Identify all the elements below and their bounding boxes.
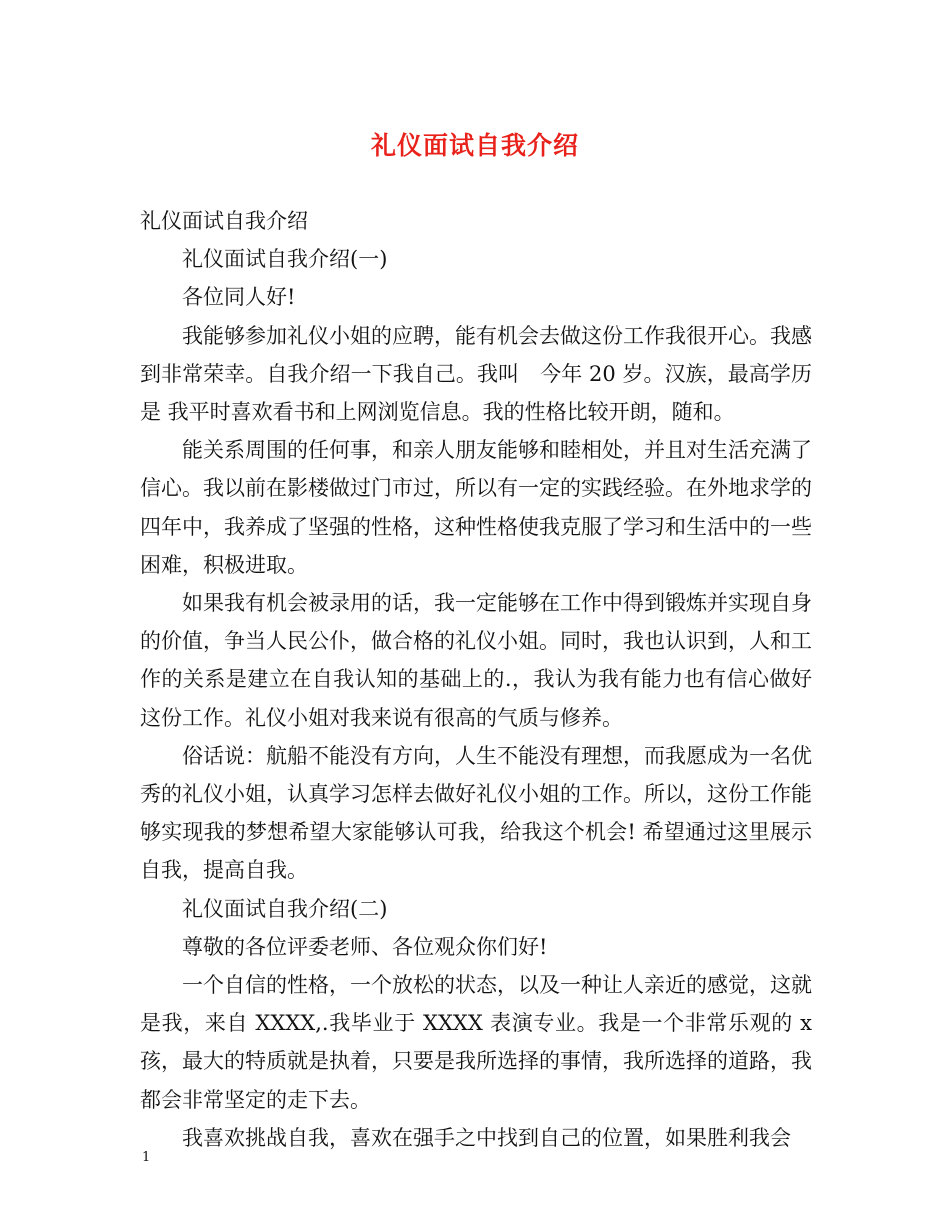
greeting: 各位同人好! xyxy=(182,285,296,310)
greeting: 尊敬的各位评委老师、各位观众你们好! xyxy=(182,934,548,959)
paragraph: 能关系周围的任何事，和亲人朋友能够和睦相处，并且对生活充满了信心。我以前在影楼做过门市过，所以有一定的实践经验。在外地求学的四年中，我养成了坚强的性格，这种性格使我克服了学习和生活中的一些困难，积极进取。 xyxy=(140,438,812,577)
document-body xyxy=(140,202,812,1157)
paragraph: 如果我有机会被录用的话，我一定能够在工作中得到锻炼并实现自身的价值，争当人民公仆，做合格的礼仪小姐。同时，我也认识到，人和工作的关系是建立在自我认知的基础上的.，我认为我有能力也有信心做好这份工作。礼仪小姐对我来说有很高的气质与修养。 xyxy=(140,591,812,730)
page-number: 1 xyxy=(142,1150,151,1165)
document-title: 礼仪面试自我介绍 xyxy=(370,131,579,160)
section-heading: 礼仪面试自我介绍(一) xyxy=(182,247,388,272)
section-heading: 礼仪面试自我介绍(二) xyxy=(182,896,388,921)
paragraph: 我能够参加礼仪小姐的应聘，能有机会去做这份工作我很开心。我感到非常荣幸。自我介绍一下我自己。我叫 今年 20 岁。汉族，最高学历是 我平时喜欢看书和上网浏览信息。我的性格比较开朗，随和。 xyxy=(140,323,812,425)
paragraph: 礼仪面试自我介绍 xyxy=(140,209,308,233)
paragraph: 一个自信的性格，一个放松的状态，以及一种让人亲近的感觉，这就是我，来自 XXXX,.我毕业于 XXXX 表演专业。我是一个非常乐观的 x 孩，最大的特质就是执着，只要是我所选择的事情，我所选择的道路，我都会非常坚定的走下去。 xyxy=(140,973,812,1112)
paragraph: 俗话说：航船不能没有方向，人生不能没有理想，而我愿成为一名优秀的礼仪小姐，认真学习怎样去做好礼仪小姐的工作。所以，这份工作能够实现我的梦想希望大家能够认可我，给我这个机会! 希望通过这里展示自我，提高自我。 xyxy=(140,743,812,883)
paragraph: 我喜欢挑战自我，喜欢在强手之中找到自己的位置，如果胜利我会 xyxy=(182,1125,791,1150)
